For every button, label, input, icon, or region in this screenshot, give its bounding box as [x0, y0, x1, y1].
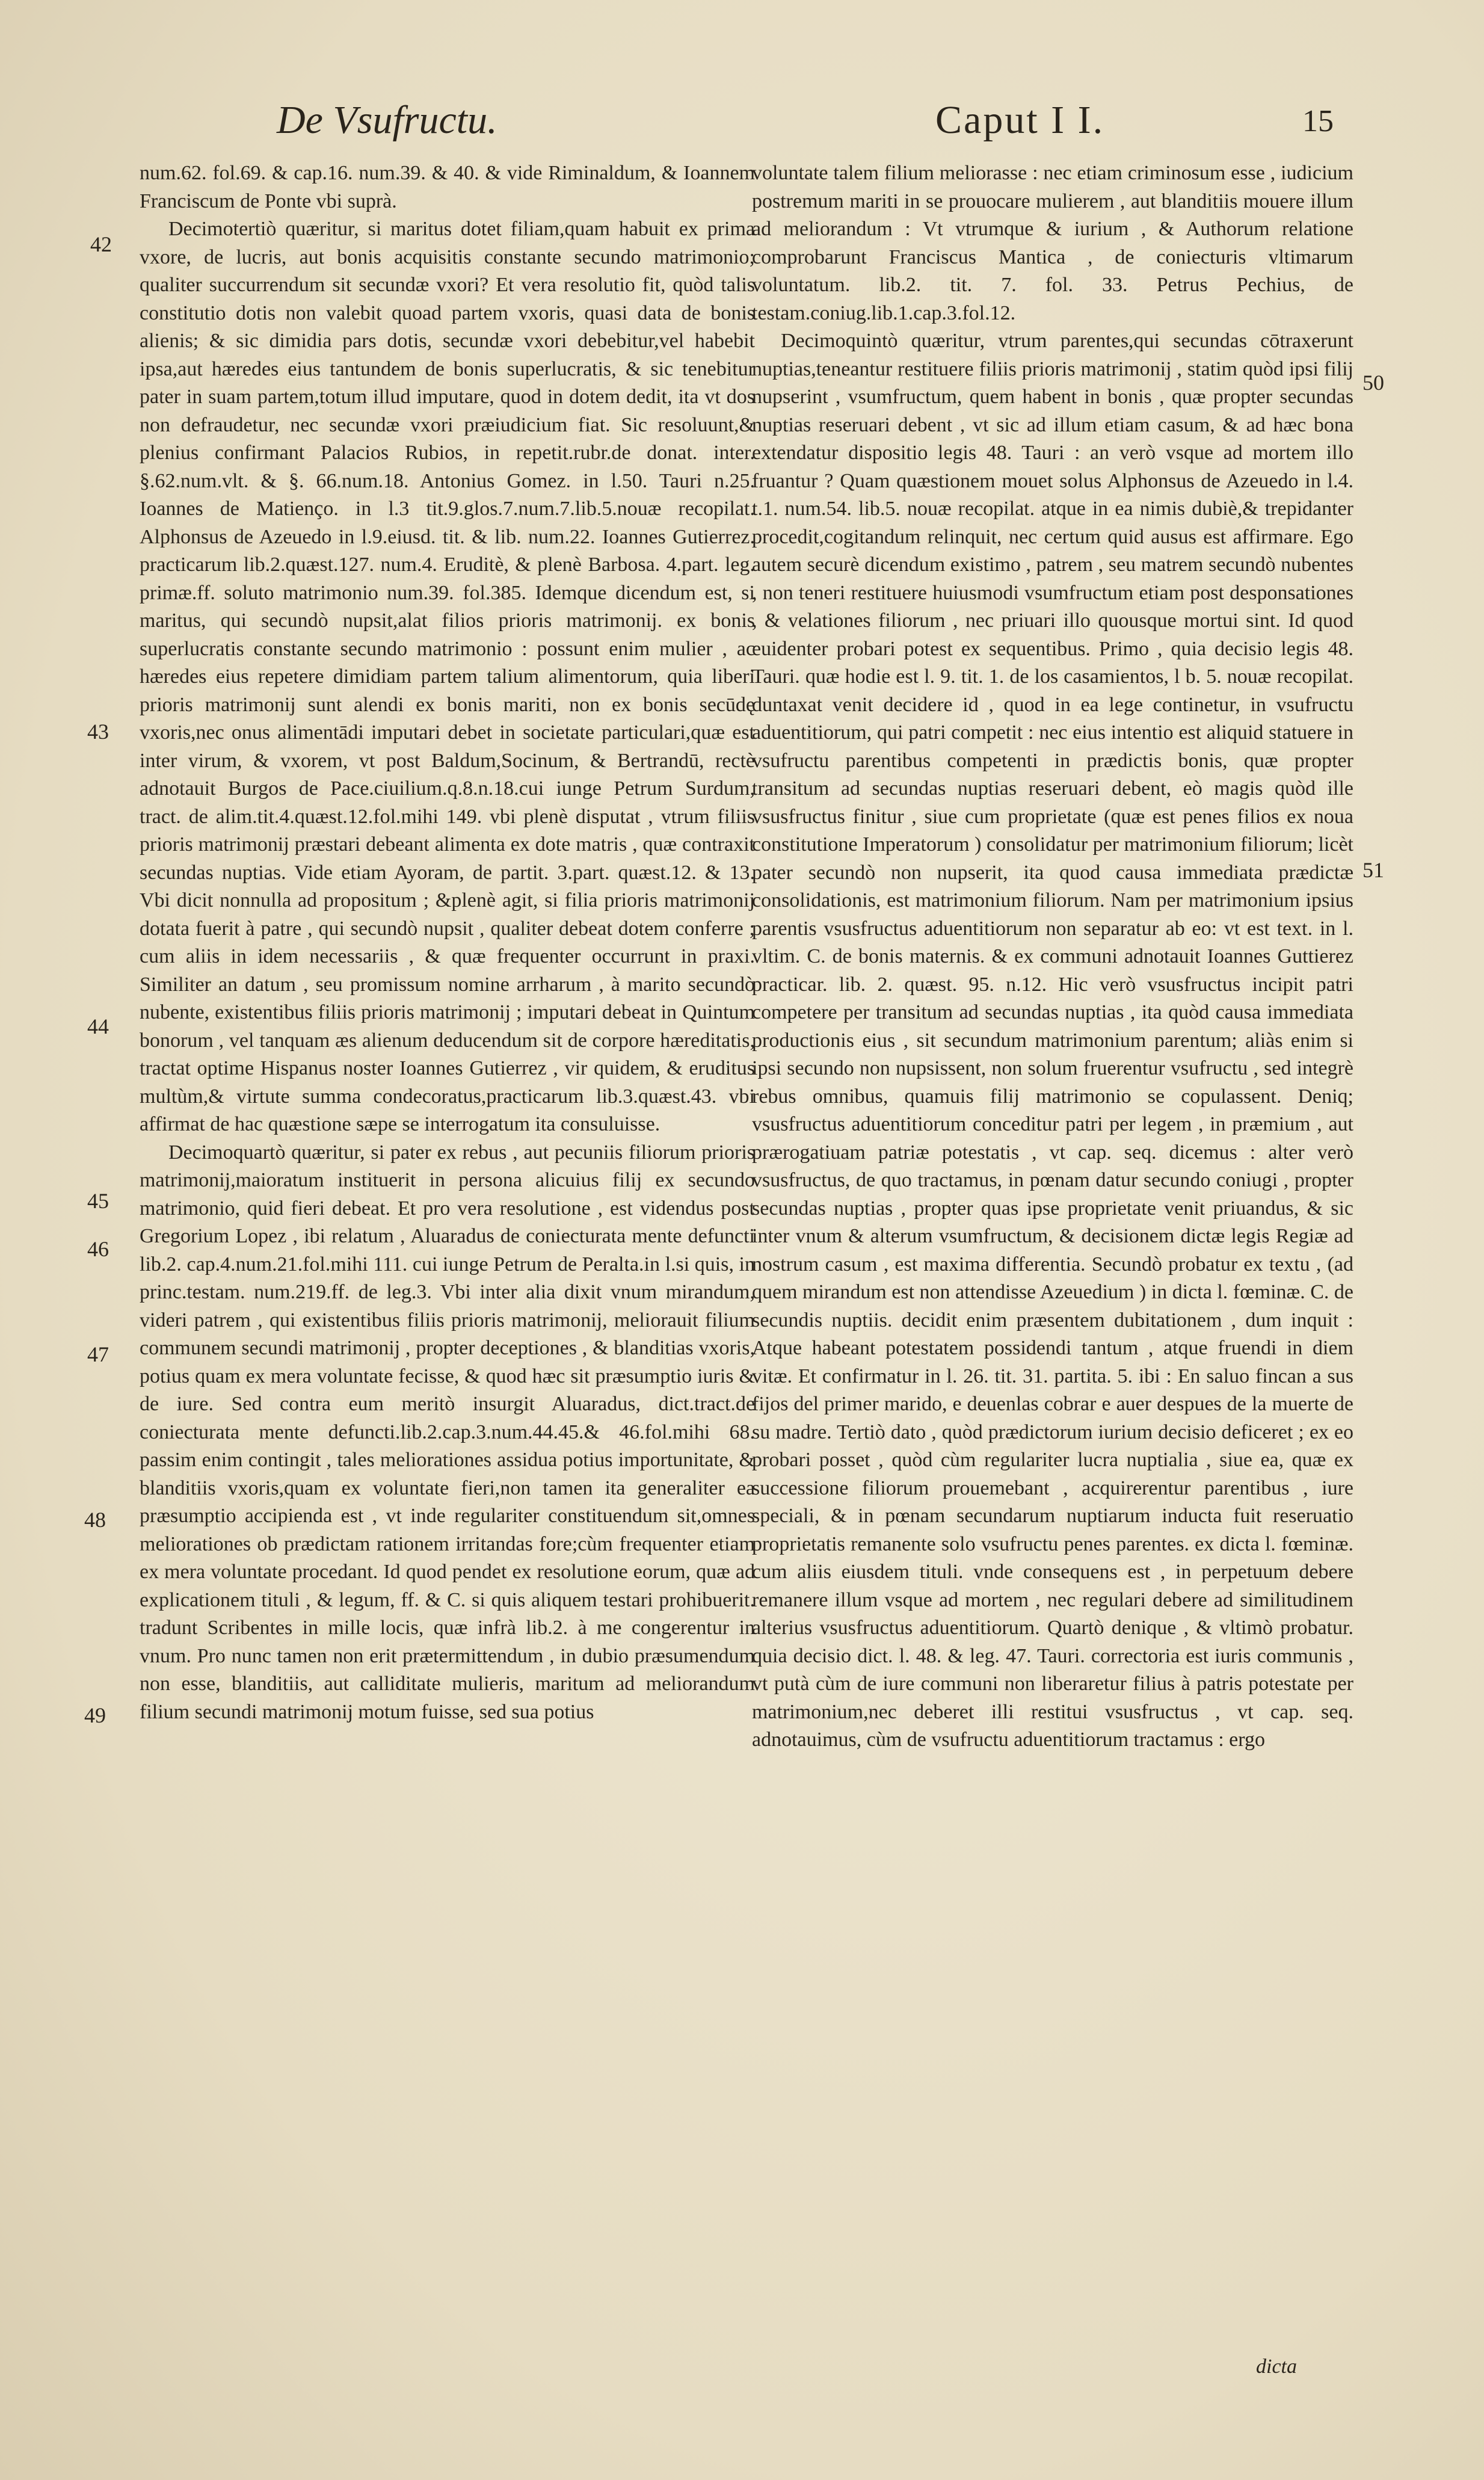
header-left-title: De Vsufructu.	[277, 98, 497, 142]
header-chapter-title: Caput I I.	[935, 98, 1105, 142]
page-number: 15	[1302, 104, 1334, 138]
right-column	[752, 159, 1353, 2325]
margin-number: 46	[87, 1237, 109, 1261]
paragraph: Decimoquartò quæritur, si pater ex rebus , aut pecuniis filiorum prioris matrimonij,maioratum instituerit in persona alicuius filij ex secundo matrimonio, quid fieri debeat. Et pro vera resolutione , est videndus post Gregorium Lopez , ibi relatum , Aluaradus de coniecturata mente defuncti lib.2. cap.4.num.21.fol.mihi 111. cui iunge Petrum de Peralta.in l.si quis, in princ.testam. num.219.ff. de leg.3. Vbi inter alia dixit vnum mirandum, videri patrem , qui existentibus filiis prioris matrimonij, meliorauit filium communem secundi matrimonij , propter deceptiones , & blanditias vxoris, potius quam ex mera voluntate fecisse, & quod hæc sit præsumptio iuris & de iure. Sed contra eum meritò insurgit Aluaradus, dict.tract.de coniecturata mente defuncti.lib.2.cap.3.num.44.45.& 46.fol.mihi 68. passim enim contingit , tales meliorationes assidua potius importunitate, & blanditiis vxoris,quam ex voluntate fieri,non tamen ita generaliter ea præsumptio accipienda est , vt inde regulariter constituendum sit,omnes meliorationes ob prædictam rationem irritandas fore;cùm frequenter etiam ex mera voluntate procedant. Id quod pendet ex resolutione eorum, quæ ad explicationem tituli , & legum, ff. & C. si quis aliquem testari prohibuerit. tradunt Scribentes in mille locis, quæ infrà lib.2. à me congerentur in vnum. Pro nunc tamen non erit prætermittendum , in dubio præsumendum non esse, blanditiis, aut calliditate mulieris, maritum ad meliorandum filium secundi matrimonij motum fuisse, sed sua potius	[140, 1141, 755, 1723]
catchword: dicta	[1256, 2355, 1297, 2378]
margin-number: 49	[84, 1703, 106, 1727]
margin-number: 47	[87, 1342, 109, 1366]
paragraph: Decimoquintò quæritur, vtrum parentes,qui secundas cōtraxerunt nuptias,teneantur restituere filiis prioris matrimonij , statim quòd ipsi filij nupserint , vsumfructum, quem habent in bonis , quæ propter secundas nuptias reseruari debent , vt sic ad illum etiam casum, & ad hæc bona extendatur dispositio legis 48. Tauri : an verò vsque ad mortem illo fruantur ? Quam quæstionem mouet solus Alphonsus de Azeuedo in l.4. t.1. num.54. lib.5. nouæ recopilat. atque in ea nimis dubiè,& trepidanter procedit,cogitandum relinquit, nec certum quid ausus est affirmare. Ego autem securè dicendum existimo , patrem , seu matrem secundò nubentes , non teneri restituere huiusmodi vsumfructum etiam post desponsationes , & velationes filiorum , nec priuari illo quousque mortui sint. Id quod euidenter probari potest ex sequentibus. Primo , quia decisio legis 48. Tauri. quæ hodie est l. 9. tit. 1. de los casamientos, l b. 5. nouæ recopilat. duntaxat venit decidere id , quod in ea lege continetur, in vsufructu aduentitiorum, qui patri competit : nec eius intentio est aliquid statuere in vsufructu parentibus competenti in prædictis bonis, quæ propter transitum ad secundas nuptias reseruari debent, eò magis quòd ille vsusfructus finitur , siue cum proprietate (quæ est penes filios ex noua constitutione Imperatorum ) consolidatur per matrimonium filiorum; licèt pater secundò non nupserit, ita quod causa immediata prædictæ consolidationis, est matrimonium filiorum. Nam per matrimonium ipsius parentis vsusfructus aduentitiorum non separatur ab eo: vt est text. in l. vltim. C. de bonis maternis. & ex communi adnotauit Ioannes Guttierez practicar. lib. 2. quæst. 95. n.12. Hic verò vsusfructus incipit patri competere per transitum ad secundas nuptias , ita quòd causa immediata productionis eius , sit secundum matrimonium parentum; aliàs enim si ipsi secundo non nupsissent, non solum fruerentur vsufructu , sed integrè rebus omnibus, quamuis filij matrimonio se copulassent. Deniq; vsusfructus aduentitiorum conceditur patri per legem , in præmium , aut prærogatiuam patriæ potestatis , vt cap. seq. dicemus : alter verò vsusfructus, de quo tractamus, in pœnam datur secundo coniugi , propter secundas nuptias , propter quas ipse proprietate venit priuandus, & sic inter vnum & alterum vsumfructum, & decisionem dictæ legis Regiæ ad nostrum casum , est maxima differentia. Secundò probatur ex textu , (ad quem mirandum est non attendisse Azeuedium ) in dicta l. fœminæ. C. de secundis nuptiis. decidit enim præsentem dubitationem , dum inquit : Atque habeant potestatem possidendi tantum , atque fruendi in diem vitæ. Et confirmatur in l. 26. tit. 31. partita. 5. ibi : En saluo fincan a sus fijos del primer marido, e deuenlas cobrar e auer despues de la muerte de su madre. Tertiò dato , quòd prædictorum iurium decisio deficeret ; ex eo probari posset , quòd cùm regulariter lucra nuptialia , siue ea, quæ ex successione filiorum prouemebant , acquirerentur parentibus , iure speciali, & in pœnam secundarum nuptiarum inducta fuit reseruatio proprietatis remanente solo vsufructu penes parentes. ex dicta l. fœminæ. cum aliis eiusdem tituli. vnde consequens est , in perpetuum debere remanere illum vsque ad mortem , nec regulari debere ad similitudinem alterius vsusfructus aduentitiorum. Quartò denique , & vltimò probatur. quia decisio dict. l. 48. & leg. 47. Tauri. correctoria est iuris communis , vt putà cùm de iure communi non liberaretur filius à patris potestate per matrimonium,nec deberet illi restitui vsusfructus , vt cap. seq. adnotauimus, cùm de vsufructu aduentitiorum tractamus : ergo	[752, 330, 1353, 1751]
margin-number: 51	[1362, 858, 1384, 882]
paragraph: Decimotertiò quæritur, si maritus dotet filiam,quam habuit ex prima vxore, de lucris, aut bonis acquisitis constante secundo matrimonio; qualiter succurrendum sit secundæ vxori? Et vera resolutio fit, quòd talis constitutio dotis non valebit quoad partem vxoris, quasi data de bonis alienis; & sic dimidia pars dotis, secundæ vxori debebitur,vel habebit ipsa,aut hæredes eius tantundem de bonis superlucratis, & sic tenebitur pater in suam partem,totum illud imputare, quod in dotem dedit, ita vt dos non defraudetur, nec secundæ vxori præiudicium fiat. Sic resoluunt,& plenius confirmant Palacios Rubios, in repetit.rubr.de donat. inter. §.62.num.vlt. & §. 66.num.18. Antonius Gomez. in l.50. Tauri n.25. Ioannes de Matienço. in l.3 tit.9.glos.7.num.7.lib.5.nouæ recopilat. Alphonsus de Azeuedo in l.9.eiusd. tit. & lib. num.22. Ioannes Gutierrez. practicarum lib.2.quæst.127. num.4. Eruditè, & plenè Barbosa. 4.part. leg. primæ.ff. soluto matrimonio num.39. fol.385. Idemque dicendum est, si maritus, qui secundò nupsit,alat filios prioris matrimonij. ex bonis superlucratis constante secundo matrimonio : possunt enim mulier , ac hæredes eius repetere dimidiam partem talium alimentorum, quia liberi prioris matrimonij sunt alendi ex bonis mariti, non ex bonis secūdę vxoris,nec onus alimentādi imputari debet in societate particulari,quæ est inter virum, & vxorem, vt post Baldum,Socinum, & Bertrandū, rectè adnotauit Burgos de Pace.ciuilium.q.8.n.18.cui iunge Petrum Surdum, tract. de alim.tit.4.quæst.12.fol.mihi 149. vbi plenè disputat , vtrum filiis prioris matrimonij præstari debeant alimenta ex dote matris , quæ contraxit secundas nuptias. Vide etiam Ayoram, de partit. 3.part. quæst.12. & 13. Vbi dicit nonnulla ad propositum ; &plenè agit, si filia prioris matrimonij dotata fuerit à patre , qui secundò nupsit , qualiter debeat dotem conferre ; cum aliis in idem necessariis , & quæ frequenter occurrunt in praxi. Similiter an datum , seu promissum nomine arrharum , à marito secundò nubente, existentibus filiis prioris matrimonij ; imputari debeat in Quintum bonorum , vel tanquam æs alienum deducendum sit de corpore hæreditatis, tractat optime Hispanus noster Ioannes Gutierrez , vir quidem, & eruditus multùm,& virtute summa condecoratus,practicarum lib.3.quæst.43. vbi affirmat de hac quæstione sæpe se interrogatum ita consuluisse.	[140, 218, 755, 1135]
margin-number: 42	[90, 232, 112, 256]
paragraph: num.62. fol.69. & cap.16. num.39. & 40. & vide Riminaldum, & Ioannem Franciscum de Ponte vbi suprà.	[140, 162, 755, 212]
paragraph: voluntate talem filium meliorasse : nec etiam criminosum esse , iudicium postremum mariti in se prouocare mulierem , aut blanditiis mouere illum ad meliorandum : Vt vtrumque & iurium , & Authorum relatione comprobarunt Franciscus Mantica , de coniecturis vltimarum voluntatum. lib.2. tit. 7. fol. 33. Petrus Pechius, de testam.coniug.lib.1.cap.3.fol.12.	[752, 162, 1353, 324]
running-header	[0, 90, 1484, 156]
margin-number: 44	[87, 1014, 109, 1038]
margin-number: 43	[87, 720, 109, 744]
margin-number: 50	[1362, 371, 1384, 395]
margin-number: 45	[87, 1189, 109, 1213]
margin-number: 48	[84, 1508, 106, 1532]
left-column	[140, 159, 755, 2325]
